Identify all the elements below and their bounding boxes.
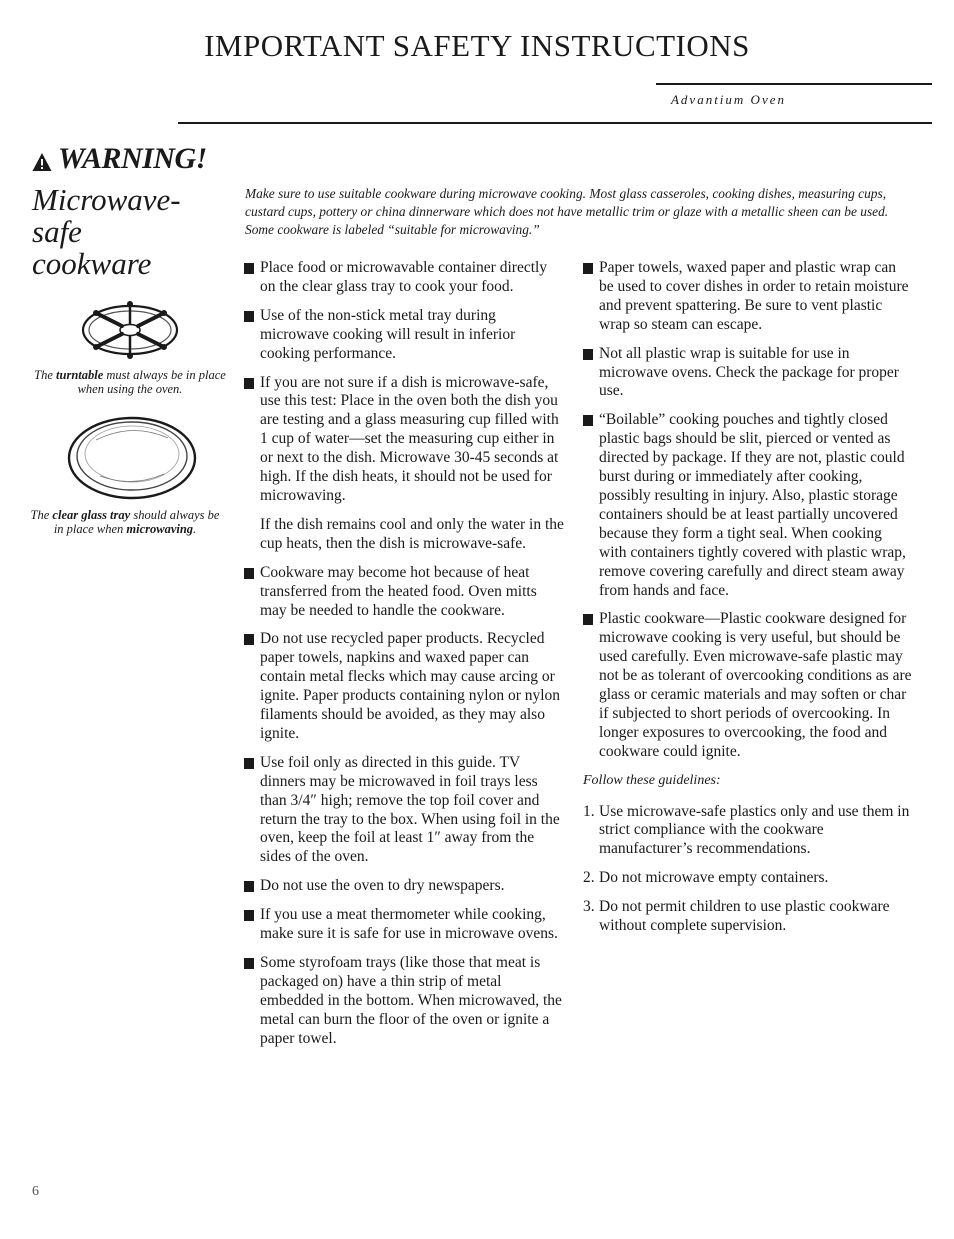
warning-triangle-icon	[32, 152, 52, 172]
column-right	[583, 259, 913, 946]
column-left	[244, 259, 564, 1059]
intro-paragraph: Make sure to use suitable cookware during microwave cooking. Most glass casseroles, cooking dishes, measuring cups, custard cups, pottery or china dinnerware which does not have metallic trim or glaze with a metallic sheen can be used. Some cookware is labeled “suitable for microwaving.”	[245, 186, 889, 237]
page-title: IMPORTANT SAFETY INSTRUCTIONS	[204, 28, 750, 63]
bullet-item: Cookware may become hot because of heat transferred from the heated food. Oven mitts may be needed to handle the cookware.	[244, 564, 564, 621]
header-divider-long	[178, 122, 932, 124]
bullet-item: Use of the non-stick metal tray during microwave cooking will result in inferior cooking performance.	[244, 307, 564, 364]
product-name: Advantium Oven	[670, 92, 786, 107]
bullet-item: Do not use recycled paper products. Recycled paper towels, napkins and waxed paper can contain metal flecks which may cause arcing or ignite. Paper products containing nylon or nylon filaments should be avoided, as they may also ignite.	[244, 630, 564, 743]
bullet-item: If you are not sure if a dish is microwave-safe, use this test: Place in the oven both the dish you are testing and a glass measuring cup filled with 1 cup of water—set the measuring cup either in or next to the dish. Microwave 30-45 seconds at high. If the dish heats, it should not be used for microwaving.	[244, 374, 564, 506]
paragraph: If the dish remains cool and only the water in the cup heats, then the dish is microwave-safe.	[260, 515, 564, 552]
page-number: 6	[32, 1184, 39, 1199]
header-divider-short	[656, 83, 932, 85]
guidelines-label: Follow these guidelines:	[583, 772, 721, 788]
guideline-item: 3. Do not permit children to use plastic cookware without complete supervision.	[583, 898, 890, 935]
bullet-item: Some styrofoam trays (like those that meat is packaged on) have a thin strip of metal embedded in the bottom. When microwaved, the metal can burn the floor of the oven or ignite a paper towel.	[244, 954, 564, 1049]
bullet-item: “Boilable” cooking pouches and tightly closed plastic bags should be slit, pierced or vented as directed by package. If they are not, plastic could burst during or immediately after cooking, possibly resulting in injury. Also, plastic storage containers should be at least partially uncovered because they form a tight seal. When cooking with containers tightly covered with plastic wrap, remove covering carefully and direct steam away from hands and face.	[583, 411, 913, 600]
turntable-illustration	[78, 290, 182, 362]
guideline-item: 2. Do not microwave empty containers.	[583, 869, 829, 887]
bullet-item: Place food or microwavable container directly on the clear glass tray to cook your food.	[244, 259, 564, 297]
glass-tray-caption: The clear glass tray should always be in place when microwaving.	[30, 508, 220, 536]
bullet-item: If you use a meat thermometer while cooking, make sure it is safe for use in microwave ovens.	[244, 906, 564, 944]
warning-heading	[32, 142, 207, 176]
bullet-item: Plastic cookware—Plastic cookware designed for microwave cooking is very useful, but should be used carefully. Even microwave-safe plastic may not be as tolerant of overcooking conditions as are glass or ceramic materials and may soften or char if subjected to short periods of overcooking. In longer exposures to overcooking, the food and cookware could ignite.	[583, 610, 913, 761]
warning-label: WARNING!	[58, 142, 207, 175]
bullet-item: Paper towels, waxed paper and plastic wrap can be used to cover dishes in order to retain moisture and prevent spattering. Be sure to vent plastic wrap so steam can escape.	[583, 259, 913, 335]
bullet-item: Use foil only as directed in this guide. TV dinners may be microwaved in foil trays less than 3/4″ high; remove the top foil cover and return the tray to the box. When using foil in the oven, keep the foil at least 1″ away from the sides of the oven.	[244, 754, 564, 867]
guideline-item: 1. Use microwave-safe plastics only and use them in strict compliance with the cookware manufacturer’s recommendations.	[583, 802, 910, 858]
bullet-item: Not all plastic wrap is suitable for use in microwave ovens. Check the package for proper use.	[583, 345, 913, 402]
turntable-caption: The turntable must always be in place when using the oven.	[34, 368, 226, 396]
section-title: Microwave- safe cookware	[32, 182, 181, 281]
glass-tray-illustration	[66, 412, 198, 500]
bullet-item: Do not use the oven to dry newspapers.	[244, 877, 564, 896]
